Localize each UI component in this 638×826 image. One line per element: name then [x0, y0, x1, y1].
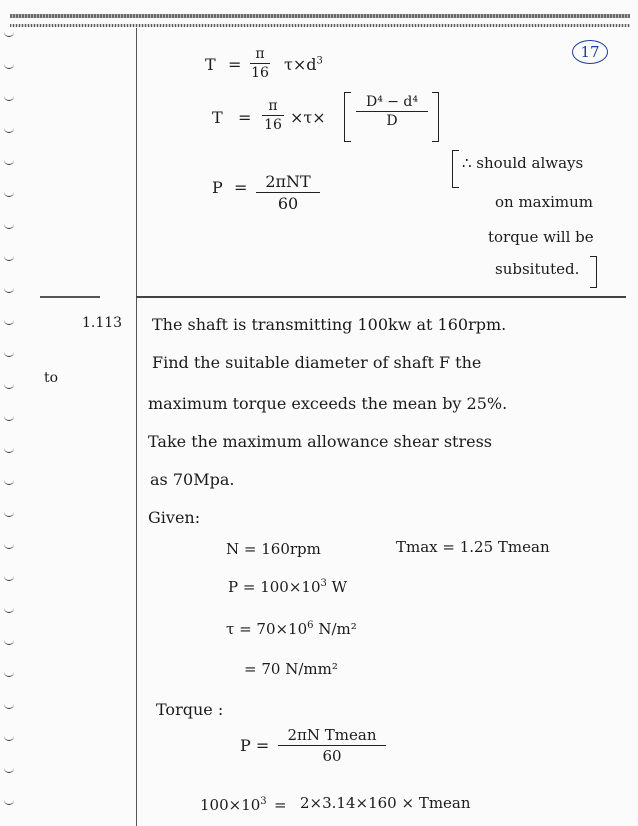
margin-line	[136, 28, 137, 826]
note-line-1: ∴ should always	[462, 154, 584, 172]
eq1-eq: =	[228, 55, 242, 74]
given-tau-mm: = 70 N/mm²	[244, 660, 338, 678]
problem-line-2: Find the suitable diameter of shaft F the	[152, 353, 482, 372]
eq2-lhs: T	[212, 108, 223, 127]
eq1-fraction: π 16	[251, 46, 269, 81]
torque-fraction: 2πN Tmean 60	[278, 726, 386, 765]
eq3-lhs: P	[212, 178, 223, 197]
problem-line-1: The shaft is transmitting 100kw at 160rpm.	[152, 315, 507, 334]
eq2-fraction: π 16	[262, 98, 284, 133]
problem-number: 1.113	[82, 315, 123, 331]
left-bracket	[344, 92, 351, 142]
problem-line-5: as 70Mpa.	[150, 470, 235, 489]
note-open-bracket	[452, 150, 459, 188]
given-n: N = 160rpm	[226, 540, 321, 558]
page-number: 17	[572, 40, 608, 64]
problem-line-4: Take the maximum allowance shear stress	[148, 432, 492, 451]
problem-divider	[136, 296, 626, 298]
eq1-rest: $\tau\times d^3$	[284, 55, 323, 74]
binder-holes	[4, 18, 18, 818]
note-line-2: on maximum	[495, 193, 593, 211]
page-top-edge	[10, 14, 630, 18]
note-line-4: subsituted.	[495, 260, 580, 278]
torque-last-rhs: 2×3.14×160 × Tmean	[300, 794, 471, 812]
eq1-lhs: T	[205, 55, 216, 74]
eq2-inner-fraction: D⁴ − d⁴ D	[356, 94, 428, 129]
given-heading: Given:	[148, 508, 201, 527]
problem-line-3: maximum torque exceeds the mean by 25%.	[148, 394, 508, 413]
torque-last-lhs: $100\times 10^3$	[200, 796, 267, 814]
eq2-eq: =	[238, 108, 252, 127]
given-tau: $\tau = 70\times 10^6$ N/m²	[226, 620, 357, 638]
given-p: $P = 100\times 10^3$ W	[228, 578, 348, 596]
margin-note: to	[44, 370, 59, 386]
left-divider	[40, 296, 100, 298]
eq3-fraction: 2πNT 60	[256, 172, 320, 213]
given-tmax: Tmax = 1.25 Tmean	[396, 538, 550, 556]
note-close-bracket	[590, 256, 597, 288]
torque-lhs: P =	[240, 736, 270, 755]
eq2-rest: ×τ×	[290, 108, 326, 127]
right-bracket	[432, 92, 439, 142]
torque-last-eq: =	[274, 796, 287, 814]
eq3-eq: =	[234, 178, 248, 197]
torque-heading: Torque :	[156, 700, 224, 719]
page-ruled-header	[10, 24, 630, 27]
note-line-3: torque will be	[488, 228, 594, 246]
